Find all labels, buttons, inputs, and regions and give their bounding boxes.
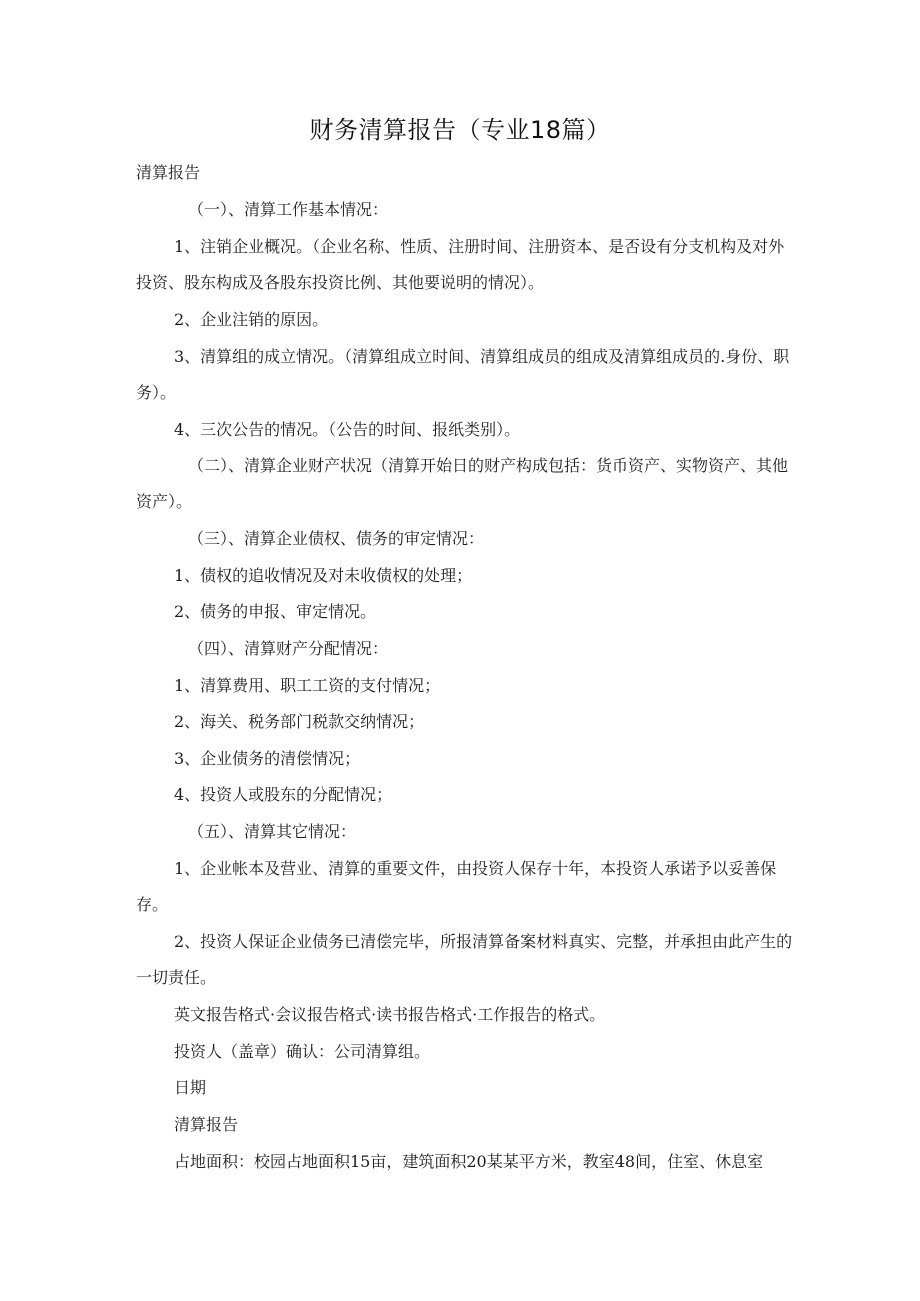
paragraph-line: 2、债务的申报、审定情况。 [174, 602, 377, 621]
paragraph-line: 2、海关、税务部门税款交纳情况； [174, 712, 425, 731]
paragraph-line: 存。 [136, 895, 169, 914]
paragraph-line: 1、注销企业概况。（企业名称、性质、注册时间、注册资本、是否设有分支机构及对外 [174, 237, 785, 256]
section-heading: 清算报告 [136, 163, 201, 182]
paragraph-line: 英文报告格式·会议报告格式·读书报告格式·工作报告的格式。 [174, 1005, 606, 1024]
paragraph-line: 3、企业债务的清偿情况； [174, 749, 361, 768]
paragraph-line: 资产）。 [136, 492, 193, 511]
paragraph-line: 3、清算组的成立情况。（清算组成立时间、清算组成员的组成及清算组成员的.身份、职 [174, 347, 790, 366]
paragraph-line: 4、三次公告的情况。（公告的时间、报纸类别）。 [174, 420, 521, 439]
date-line: 日期 [174, 1078, 207, 1097]
subsection-heading: （四）、清算财产分配情况： [188, 639, 389, 658]
paragraph-line: 1、清算费用、职工工资的支付情况； [174, 676, 441, 695]
subsection-heading: （五）、清算其它情况： [188, 822, 357, 841]
paragraph-line: 1、债权的追收情况及对未收债权的处理； [174, 566, 473, 585]
document-title: 财务清算报告（专业18篇） [309, 116, 611, 144]
paragraph-line: 务）。 [136, 383, 177, 402]
paragraph-line: 占地面积：校园占地面积15亩，建筑面积20某某平方米，教室48间，住室、休息室 [174, 1152, 764, 1171]
subsection-heading: （一）、清算工作基本情况： [188, 200, 389, 219]
subsection-heading: （三）、清算企业债权、债务的审定情况： [188, 529, 485, 548]
paragraph-line: 投资人（盖章）确认：公司清算组。 [174, 1042, 431, 1061]
paragraph-line: 1、企业帐本及营业、清算的重要文件，由投资人保存十年，本投资人承诺予以妥善保 [174, 859, 777, 878]
paragraph-line: 4、投资人或股东的分配情况； [174, 785, 393, 804]
paragraph-line: 投资、股东构成及各股东投资比例、其他要说明的情况）。 [136, 273, 545, 292]
section-heading: 清算报告 [174, 1115, 239, 1134]
paragraph-line: 一切责任。 [136, 968, 217, 987]
paragraph-line: 2、企业注销的原因。 [174, 310, 329, 329]
paragraph-line: 2、投资人保证企业债务已清偿完毕，所报清算备案材料真实、完整，并承担由此产生的 [174, 932, 793, 951]
subsection-heading: （二）、清算企业财产状况（清算开始日的财产构成包括：货币资产、实物资产、其他 [188, 456, 789, 475]
